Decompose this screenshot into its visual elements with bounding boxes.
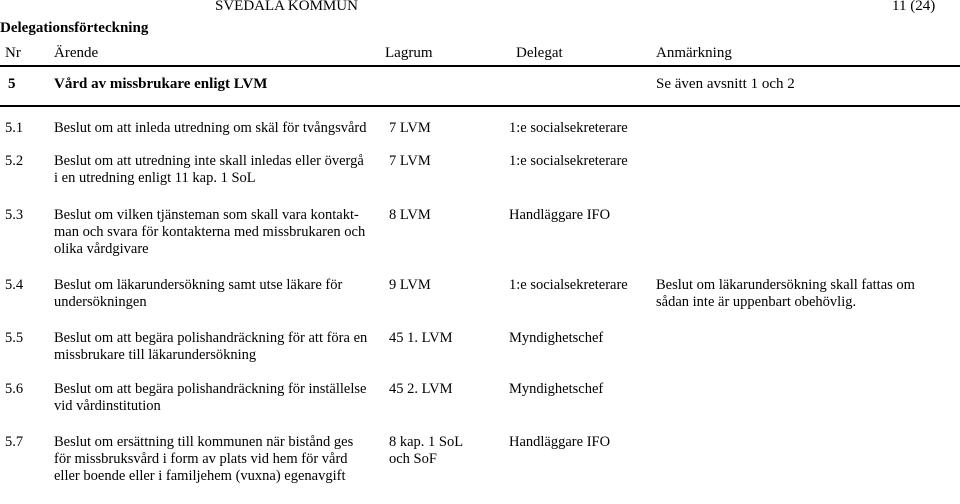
column-header-arende: Ärende: [54, 45, 99, 61]
row-lagrum: 45 1. LVM: [389, 330, 453, 346]
row-arende: Beslut om att inleda utredning om skäl för tvångsvård: [54, 120, 367, 136]
row-arende: eller boende eller i familjehem (vuxna) egenavgift: [54, 468, 346, 484]
row-delegat: 1:e socialsekreterare: [509, 153, 628, 169]
row-number: 5.2: [5, 153, 24, 169]
row-arende: undersökningen: [54, 294, 147, 310]
row-arende: Beslut om att begära polishandräckning för inställelse: [54, 381, 367, 397]
row-arende: vid vårdinstitution: [54, 398, 161, 414]
row-number: 5.3: [5, 207, 24, 223]
page-number: 11 (24): [892, 0, 936, 14]
row-arende: för missbruksvård i form av plats vid hem för vård: [54, 451, 348, 467]
column-header-delegat: Delegat: [516, 45, 563, 61]
row-lagrum: och SoF: [389, 451, 437, 467]
row-anmarkning: Beslut om läkarundersökning skall fattas om: [656, 277, 915, 293]
column-header-nr: Nr: [5, 45, 21, 61]
section-title: Vård av missbrukare enligt LVM: [54, 76, 268, 92]
row-lagrum: 8 kap. 1 SoL: [389, 434, 464, 450]
row-lagrum: 7 LVM: [389, 120, 431, 136]
row-delegat: Myndighetschef: [509, 381, 604, 397]
row-lagrum: 8 LVM: [389, 207, 431, 223]
section-divider: [0, 105, 960, 107]
header-divider: [0, 65, 960, 67]
row-lagrum: 7 LVM: [389, 153, 431, 169]
row-number: 5.4: [5, 277, 24, 293]
row-arende: missbrukare till läkarundersökning: [54, 347, 257, 363]
column-header-anmarkning: Anmärkning: [656, 45, 732, 61]
row-number: 5.6: [5, 381, 24, 397]
row-lagrum: 9 LVM: [389, 277, 431, 293]
document-title: Delegationsförteckning: [0, 20, 149, 36]
column-header-lagrum: Lagrum: [385, 45, 433, 61]
row-anmarkning: sådan inte är uppenbart obehövlig.: [656, 294, 857, 310]
row-arende: Beslut om att utredning inte skall inledas eller övergå: [54, 153, 364, 169]
row-delegat: Handläggare IFO: [509, 207, 611, 223]
row-delegat: Handläggare IFO: [509, 434, 611, 450]
row-number: 5.1: [5, 120, 24, 136]
row-arende: Beslut om vilken tjänsteman som skall vara kontakt-: [54, 207, 359, 223]
row-arende: olika vårdgivare: [54, 241, 149, 257]
row-arende: Beslut om läkarundersökning samt utse läkare för: [54, 277, 343, 293]
section-note: Se även avsnitt 1 och 2: [656, 76, 795, 92]
row-number: 5.7: [5, 434, 24, 450]
row-delegat: 1:e socialsekreterare: [509, 120, 628, 136]
row-arende: i en utredning enligt 11 kap. 1 SoL: [54, 170, 256, 186]
row-arende: man och svara för kontakterna med missbrukaren och: [54, 224, 366, 240]
row-number: 5.5: [5, 330, 24, 346]
section-number: 5: [8, 76, 16, 92]
row-delegat: Myndighetschef: [509, 330, 604, 346]
row-arende: Beslut om att begära polishandräckning för att föra en: [54, 330, 368, 346]
row-arende: Beslut om ersättning till kommunen när bistånd ges: [54, 434, 354, 450]
row-delegat: 1:e socialsekreterare: [509, 277, 628, 293]
row-lagrum: 45 2. LVM: [389, 381, 453, 397]
organization-name: SVEDALA KOMMUN: [215, 0, 358, 14]
